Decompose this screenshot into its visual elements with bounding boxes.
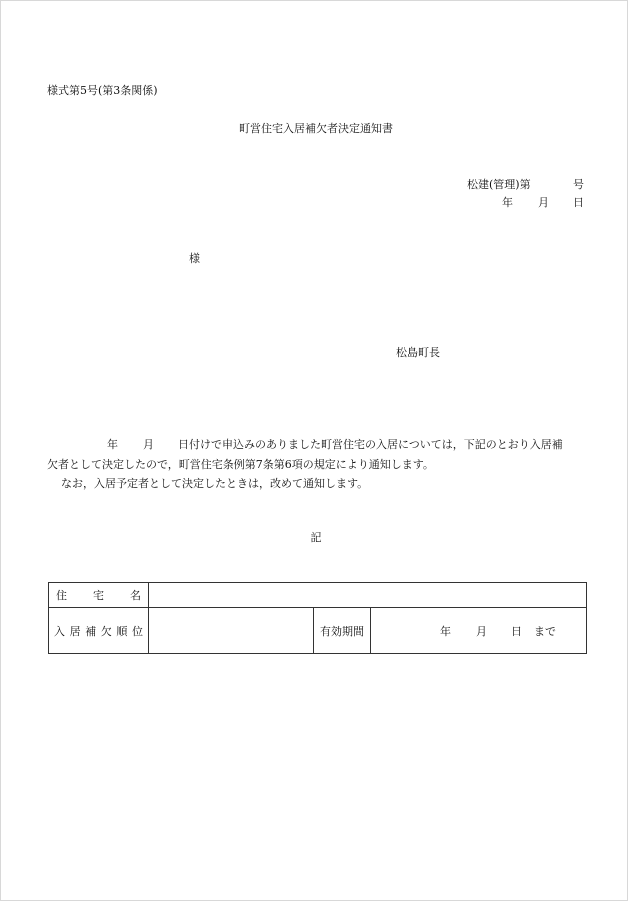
reference-number-suffix: 号: [573, 178, 584, 191]
body-line-3: なお，入居予定者として決定したときは，改めて通知します。: [61, 477, 369, 490]
table-row-rank: [49, 608, 587, 654]
period-value-cell[interactable]: [371, 608, 587, 654]
reference-number-prefix: 松建(管理)第: [467, 178, 531, 191]
table-row-housing: [49, 583, 587, 608]
issue-date-month: 月: [538, 196, 549, 209]
period-year: 年: [440, 624, 451, 638]
document-title: 町営住宅入居補欠者決定通知書: [239, 122, 393, 135]
housing-name-label-char: 住: [56, 589, 67, 602]
issue-date-day: 日: [573, 196, 584, 209]
body-text-1: 日付けで申込みのありました町営住宅の入居については，下記のとおり入居補: [178, 438, 563, 451]
housing-name-value-cell[interactable]: [149, 583, 587, 608]
rank-label-char: 入: [54, 624, 65, 638]
period-day: 日: [511, 624, 522, 638]
recipient-honorific: 様: [189, 252, 200, 265]
rank-label-char: 位: [131, 624, 143, 638]
housing-name-label-char: 名: [130, 589, 141, 602]
body-year: 年: [107, 438, 118, 451]
rank-value-cell[interactable]: [149, 608, 314, 654]
housing-name-label-cell: [49, 583, 149, 608]
rank-label-char: 居: [69, 624, 81, 638]
rank-label-cell: [49, 608, 149, 654]
housing-name-label-char: 宅: [93, 589, 104, 602]
form-number: 様式第5号(第3条関係): [47, 84, 158, 97]
body-line-2: 欠者として決定したので，町営住宅条例第7条第6項の規定により通知します。: [47, 458, 434, 471]
ki-heading: 記: [310, 531, 322, 544]
period-until: まで: [534, 624, 556, 638]
info-table: [48, 582, 587, 654]
issue-date-year: 年: [502, 196, 513, 209]
rank-label-char: 補: [85, 624, 97, 638]
rank-label-char: 欠: [100, 624, 112, 638]
rank-label-char: 順: [116, 624, 128, 638]
body-month: 月: [143, 438, 154, 451]
period-label-cell: 有効期間: [314, 608, 371, 654]
sender-name: 松島町長: [396, 346, 440, 359]
period-month: 月: [476, 624, 487, 638]
